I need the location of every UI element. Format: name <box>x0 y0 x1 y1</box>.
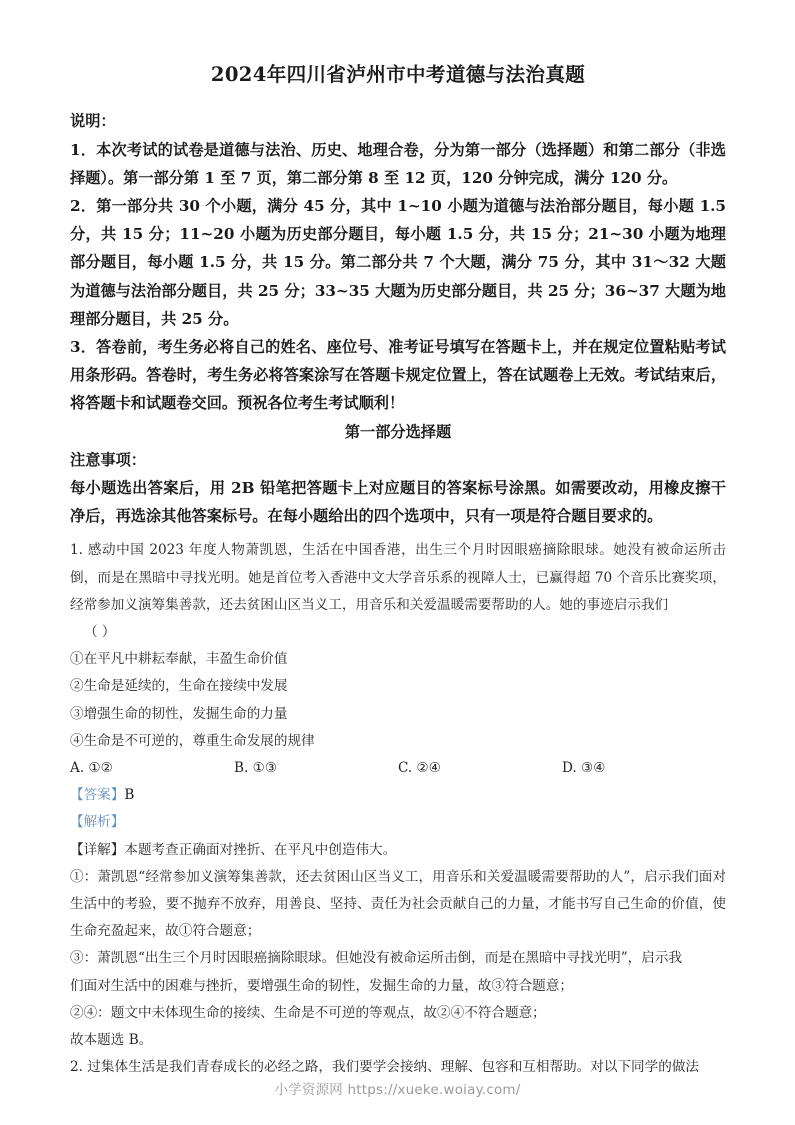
answer-tag: 【答案】 <box>70 787 125 804</box>
notes-text: 每小题选出答案后，用 2B 铅笔把答题卡上对应题目的答案标号涂黑。如需要改动，用橡皮擦干净后，再选涂其他答案标号。在每小题给出的四个选项中，只有一项是符合题目要求的。 <box>70 478 726 526</box>
question-1-option-c[interactable]: C. ②④ <box>398 760 441 777</box>
question-1-options-row <box>70 755 726 782</box>
question-1-answer-blank: （ ） <box>84 624 116 640</box>
instructions-label: 说明： <box>70 112 116 131</box>
detail-intro-text: 本题考查正确面对挫折、在平凡中创造伟大。 <box>124 841 397 858</box>
answer-value: B <box>124 787 135 804</box>
question-1-detail-intro <box>70 837 726 864</box>
instruction-item-3: 3．答卷前，考生务必将自己的姓名、座位号、准考证号填写在答题卡上，并在规定位置粘贴考试用条形码。答卷时，考生务必将答案涂写在答题卡规定位置上，答在试题卷上无效。考试结束后，将答题卡和试题卷交回。预祝各位考生考试顺利！ <box>70 337 726 413</box>
page-title: 2024年四川省泸州市中考道德与法治真题 <box>210 63 586 86</box>
question-1-detail-paragraph-3: 们面对生活中的困难与挫折，要增强生命的韧性，发掘生命的力量，故③符合题意； <box>70 977 573 994</box>
question-1-detail-conclusion: 故本题选 B。 <box>70 1032 153 1049</box>
question-1-statement-2: ②生命是延续的，生命在接续中发展 <box>70 678 288 695</box>
question-1-analysis-line <box>70 809 726 836</box>
instructions-block <box>70 107 726 417</box>
question-1-statement-3: ③增强生命的韧性，发掘生命的力量 <box>70 705 288 722</box>
instruction-item-2: 2．第一部分共 30 个小题，满分 45 分，其中 1~10 小题为道德与法治部分题目，每小题 1.5 分，共 15 分；11~20 小题为历史部分题目，每小题 1.5 分，共 15 分；21~30 小题为地理部分题目，每小题 1.5 分，共 15 分。第二部分共 7 个大题，满分 75 分，其中 31～32 大题为道德与法治部分题目，共 25 分；33~35 大题为历史部分题目，共 25 分；36~37 大题为地理部分题目，共 25 分。 <box>70 196 726 328</box>
question-1-option-b[interactable]: B. ①③ <box>234 760 278 777</box>
question-1-detail-paragraph-1: ①：萧凯恩“经常参加义演筹集善款，还去贫困山区当义工，用音乐和关爱温暖需要帮助的人”，启示我们面对生活中的考验，要不抛弃不放弃，用善良、坚持、责任为社会贡献自己的力量，才能书写自己生命的价值，使生命充盈起来，故①符合题意； <box>70 868 726 940</box>
question-1-statement-4: ④生命是不可逆的，尊重生命发展的规律 <box>70 732 315 749</box>
question-2-stem: 2. 过集体生活是我们青春成长的必经之路，我们要学会接纳、理解、包容和互相帮助。对以下同学的做法 <box>70 1059 700 1076</box>
question-1-stem: 1. 感动中国 2023 年度人物萧凯恩，生活在中国香港，出生三个月时因眼癌摘除眼球。她没有被命运所击倒，而是在黑暗中寻找光明。她是首位考入香港中文大学音乐系的视障人士，已赢得超 70 个音乐比赛奖项，经常参加义演筹集善款，还去贫困山区当义工，用音乐和关爱温暖需要帮助的人。她的事迹启示我们 <box>70 542 726 613</box>
part-one-heading: 第一部分选择题 <box>344 422 452 441</box>
site-watermark: 小学资源网 https://xueke.woiay.com/ <box>274 1082 521 1098</box>
question-1-detail-paragraph-2: ③：萧凯恩“出生三个月时因眼癌摘除眼球。但她没有被命运所击倒，而是在黑暗中寻找光明”，启示我 <box>70 950 683 967</box>
instruction-item-1: 1．本次考试的试卷是道德与法治、历史、地理合卷，分为第一部分（选择题）和第二部分（非选择题）。第一部分第 1 至 7 页，第二部分第 8 至 12 页，120 分钟完成，满分 120 分。 <box>70 140 726 187</box>
notes-label: 注意事项： <box>70 450 146 469</box>
question-1-option-a[interactable]: A. ①② <box>70 760 113 777</box>
analysis-tag: 【解析】 <box>70 814 125 831</box>
question-1-answer-line <box>70 782 726 809</box>
question-1-option-d[interactable]: D. ③④ <box>562 760 606 777</box>
question-1-statement-1: ①在平凡中耕耘奉献，丰盈生命价值 <box>70 651 288 668</box>
question-1-block <box>70 537 726 1054</box>
question-1-detail-paragraph-4: ②④：题文中未体现生命的接续、生命是不可逆的等观点，故②④不符合题意； <box>70 1004 546 1021</box>
detail-tag: 【详解】 <box>70 841 125 858</box>
page-content <box>70 62 726 1081</box>
